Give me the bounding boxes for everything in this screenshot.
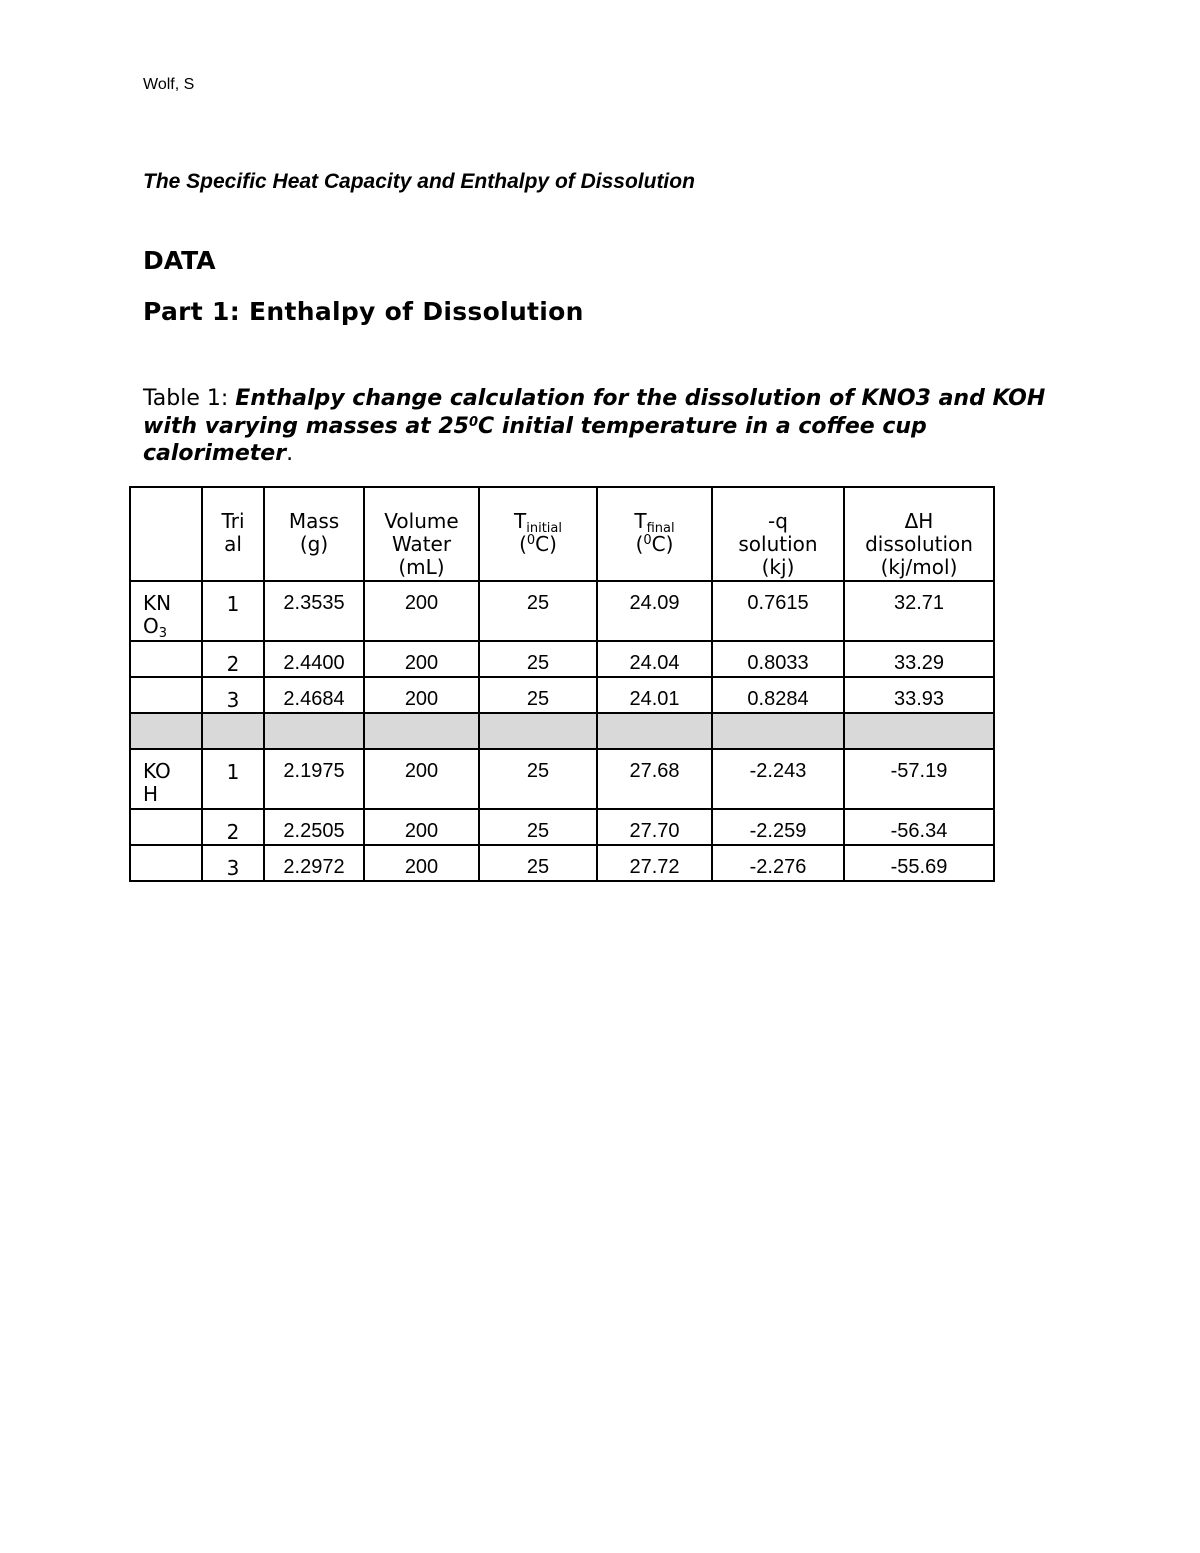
t-final-cell: 24.04 [597, 641, 712, 677]
delta-h-cell: 33.29 [844, 641, 994, 677]
compound-line1: KO [143, 759, 171, 783]
spacer-cell [844, 713, 994, 749]
trial-cell: 2 [202, 809, 264, 845]
t-initial-cell: 25 [479, 749, 597, 809]
header-q-line2: solution [738, 532, 818, 556]
t-initial-cell: 25 [479, 845, 597, 881]
t-final-cell: 24.09 [597, 581, 712, 641]
delta-h-cell: -55.69 [844, 845, 994, 881]
caption-end: . [286, 441, 294, 466]
compound-cell-empty [130, 677, 202, 713]
mass-cell: 2.1975 [264, 749, 364, 809]
spacer-cell [130, 713, 202, 749]
header-compound [130, 487, 202, 581]
t-initial-cell: 25 [479, 641, 597, 677]
mass-cell: 2.2972 [264, 845, 364, 881]
compound-line2-wrap [143, 783, 201, 806]
spacer-cell [364, 713, 479, 749]
compound-cell-koh [130, 749, 202, 809]
t-final-cell: 27.72 [597, 845, 712, 881]
volume-cell: 200 [364, 677, 479, 713]
table-row [130, 749, 994, 809]
header-trial-line2: al [224, 532, 242, 556]
t-final-cell: 27.70 [597, 809, 712, 845]
part-heading: Part 1: Enthalpy of Dissolution [143, 297, 584, 326]
header-t-final-degree: 0 [643, 533, 652, 548]
q-cell: -2.243 [712, 749, 844, 809]
header-t-final [597, 487, 712, 581]
table-row [130, 641, 994, 677]
header-t-initial [479, 487, 597, 581]
t-initial-cell: 25 [479, 677, 597, 713]
delta-h-cell: -57.19 [844, 749, 994, 809]
volume-cell: 200 [364, 641, 479, 677]
trial-cell: 3 [202, 845, 264, 881]
header-dh-line2: dissolution [865, 532, 973, 556]
delta-h-cell: -56.34 [844, 809, 994, 845]
header-volume-line2: Water [391, 532, 452, 556]
header-t-initial-symbol: T [514, 509, 527, 533]
compound-line2: O [143, 614, 159, 638]
header-t-final-symbol: T [634, 509, 647, 533]
enthalpy-data-table [129, 486, 995, 882]
author-header: Wolf, S [143, 76, 195, 93]
header-t-initial-degree: 0 [526, 533, 536, 548]
q-cell: 0.7615 [712, 581, 844, 641]
document-title: The Specific Heat Capacity and Enthalpy of Dissolution [143, 170, 695, 193]
header-t-initial-subscript: initial [526, 521, 562, 536]
header-mass [264, 487, 364, 581]
caption-body-part2: C initial temperature in a coffee cup calorimeter [143, 413, 927, 466]
header-q-line3: (kj) [761, 555, 795, 579]
t-final-cell: 24.01 [597, 677, 712, 713]
caption-degree: 0 [468, 414, 479, 430]
header-dh-line1: ΔH [904, 509, 934, 533]
compound-subscript: 3 [158, 626, 168, 641]
header-q-solution [712, 487, 844, 581]
caption-label: Table 1: [143, 386, 236, 411]
spacer-cell [479, 713, 597, 749]
header-trial [202, 487, 264, 581]
volume-cell: 200 [364, 749, 479, 809]
table-header-row [130, 487, 994, 581]
header-t-final-unit: C) [651, 532, 674, 556]
delta-h-cell: 32.71 [844, 581, 994, 641]
header-volume-line3: (mL) [398, 555, 445, 579]
volume-cell: 200 [364, 581, 479, 641]
t-initial-cell: 25 [479, 581, 597, 641]
section-heading-data: DATA [143, 246, 216, 275]
header-t-final-subscript: final [646, 521, 675, 536]
delta-h-cell: 33.93 [844, 677, 994, 713]
trial-cell: 3 [202, 677, 264, 713]
header-volume [364, 487, 479, 581]
header-dh-line3: (kj/mol) [880, 555, 958, 579]
q-cell: -2.259 [712, 809, 844, 845]
table-row [130, 677, 994, 713]
header-trial-line1: Tri [221, 509, 245, 533]
table-row [130, 809, 994, 845]
header-t-final-open: ( [635, 532, 644, 556]
trial-cell: 1 [202, 581, 264, 641]
header-q-line1: -q [768, 509, 788, 533]
volume-cell: 200 [364, 809, 479, 845]
mass-cell: 2.4400 [264, 641, 364, 677]
t-final-cell: 27.68 [597, 749, 712, 809]
header-delta-h [844, 487, 994, 581]
caption-body-part1: Enthalpy change calculation for the dissolution of KNO3 and KOH with varying masses at 25 [143, 386, 1046, 439]
header-t-initial-open: ( [519, 532, 527, 556]
mass-cell: 2.2505 [264, 809, 364, 845]
table-spacer-row [130, 713, 994, 749]
trial-cell: 1 [202, 749, 264, 809]
caption-body [143, 386, 1045, 466]
mass-cell: 2.3535 [264, 581, 364, 641]
mass-cell: 2.4684 [264, 677, 364, 713]
q-cell: -2.276 [712, 845, 844, 881]
table-row [130, 845, 994, 881]
header-mass-line1: Mass [288, 509, 340, 533]
compound-cell-kno3 [130, 581, 202, 641]
spacer-cell [597, 713, 712, 749]
spacer-cell [264, 713, 364, 749]
header-t-initial-unit: C) [535, 532, 557, 556]
compound-cell-empty [130, 641, 202, 677]
table-row [130, 581, 994, 641]
spacer-cell [202, 713, 264, 749]
spacer-cell [712, 713, 844, 749]
trial-cell: 2 [202, 641, 264, 677]
compound-line2-wrap [143, 614, 201, 641]
volume-cell: 200 [364, 845, 479, 881]
table-caption [143, 385, 1063, 468]
q-cell: 0.8033 [712, 641, 844, 677]
compound-cell-empty [130, 809, 202, 845]
compound-line2: H [143, 782, 159, 806]
compound-line1: KN [143, 591, 172, 615]
header-volume-line1: Volume [384, 509, 459, 533]
t-initial-cell: 25 [479, 809, 597, 845]
compound-cell-empty [130, 845, 202, 881]
q-cell: 0.8284 [712, 677, 844, 713]
header-mass-line2: (g) [299, 532, 329, 556]
